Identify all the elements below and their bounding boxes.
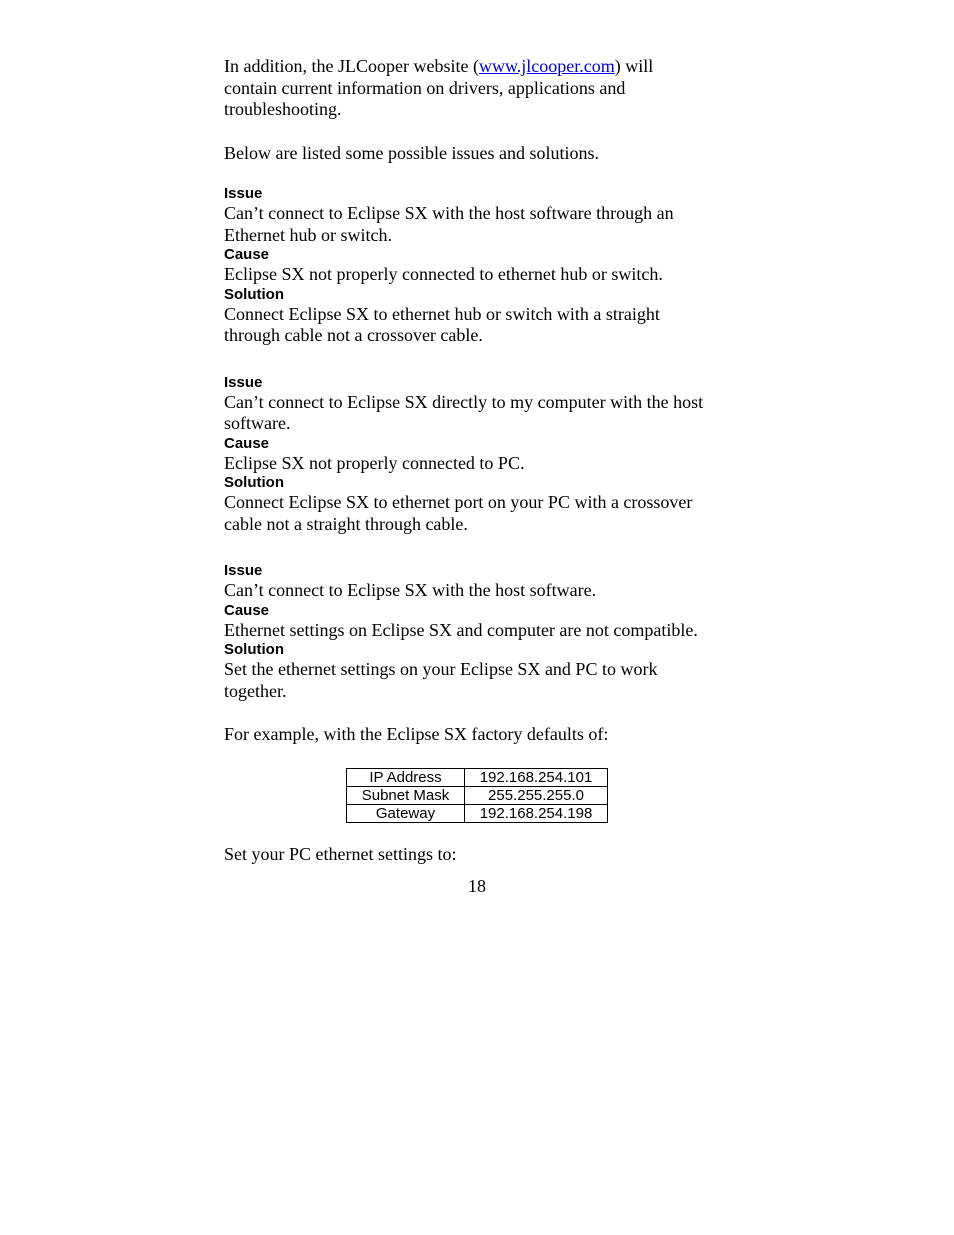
solution-heading: Solution (224, 641, 284, 658)
example-text: For example, with the Eclipse SX factory defaults of: (224, 724, 609, 744)
troubleshooting-item-2 (224, 374, 734, 536)
cause-line: Ethernet settings on Eclipse SX and computer are not compatible. (224, 619, 698, 640)
page-content (224, 56, 734, 865)
table-row (347, 804, 608, 822)
setting-value: 192.168.254.198 (465, 804, 608, 822)
solution-line: Connect Eclipse SX to ethernet port on your PC with a crossover (224, 492, 693, 512)
solution-text (224, 492, 734, 535)
setting-name: Gateway (347, 804, 465, 822)
issue-line: software. (224, 413, 291, 433)
table-row (347, 786, 608, 804)
solution-heading: Solution (224, 285, 284, 303)
factory-defaults-table (346, 768, 608, 823)
cause-line: Eclipse SX not properly connected to PC. (224, 452, 525, 473)
setting-name: Subnet Mask (347, 786, 465, 804)
solution-line: cable not a straight through cable. (224, 513, 468, 534)
intro-text-after-link: ) will (614, 56, 654, 76)
cause-heading: Cause (224, 434, 270, 452)
table-row (347, 768, 608, 786)
setting-value: 255.255.255.0 (465, 786, 608, 804)
issue-line: Can’t connect to Eclipse SX directly to my computer with the host (224, 391, 704, 412)
issue-line: Can’t connect to Eclipse SX with the host software through an (224, 203, 674, 223)
solution-line: Connect Eclipse SX to ethernet hub or switch with a straight (224, 303, 660, 324)
issue-text (224, 580, 734, 602)
solution-line: together. (224, 680, 287, 701)
solution-text (224, 304, 734, 347)
cause-heading: Cause (224, 246, 270, 263)
intro-text-before-link: In addition, the JLCooper website ( (224, 56, 479, 76)
issue-heading: Issue (224, 185, 263, 202)
pc-settings-text: Set your PC ethernet settings to: (224, 843, 457, 864)
intro-line-2: contain current information on drivers, applications and (224, 77, 626, 98)
solution-heading: Solution (224, 474, 284, 491)
issue-text (224, 392, 734, 435)
setting-value: 192.168.254.101 (465, 768, 608, 786)
cause-text (224, 264, 734, 286)
troubleshooting-item-1 (224, 185, 734, 347)
cause-text (224, 620, 734, 642)
setting-name: IP Address (347, 768, 465, 786)
issues-intro-text: Below are listed some possible issues and solutions. (224, 142, 599, 163)
solution-line: through cable not a crossover cable. (224, 325, 483, 345)
jlcooper-website-link[interactable]: www.jlcooper.com (478, 56, 615, 76)
issue-line: Ethernet hub or switch. (224, 224, 392, 245)
intro-paragraph (224, 56, 734, 121)
solution-line: Set the ethernet settings on your Eclipse SX and PC to work (224, 659, 658, 679)
cause-heading: Cause (224, 601, 270, 619)
cause-text (224, 453, 734, 475)
troubleshooting-item-3 (224, 562, 734, 702)
intro-line-3: troubleshooting. (224, 99, 342, 119)
issue-heading: Issue (224, 373, 263, 391)
solution-text (224, 659, 734, 702)
cause-line: Eclipse SX not properly connected to ethernet hub or switch. (224, 264, 663, 284)
issue-heading: Issue (224, 562, 263, 579)
issue-text (224, 203, 734, 246)
issue-line: Can’t connect to Eclipse SX with the host software. (224, 580, 597, 600)
page-number: 18 (468, 876, 486, 896)
